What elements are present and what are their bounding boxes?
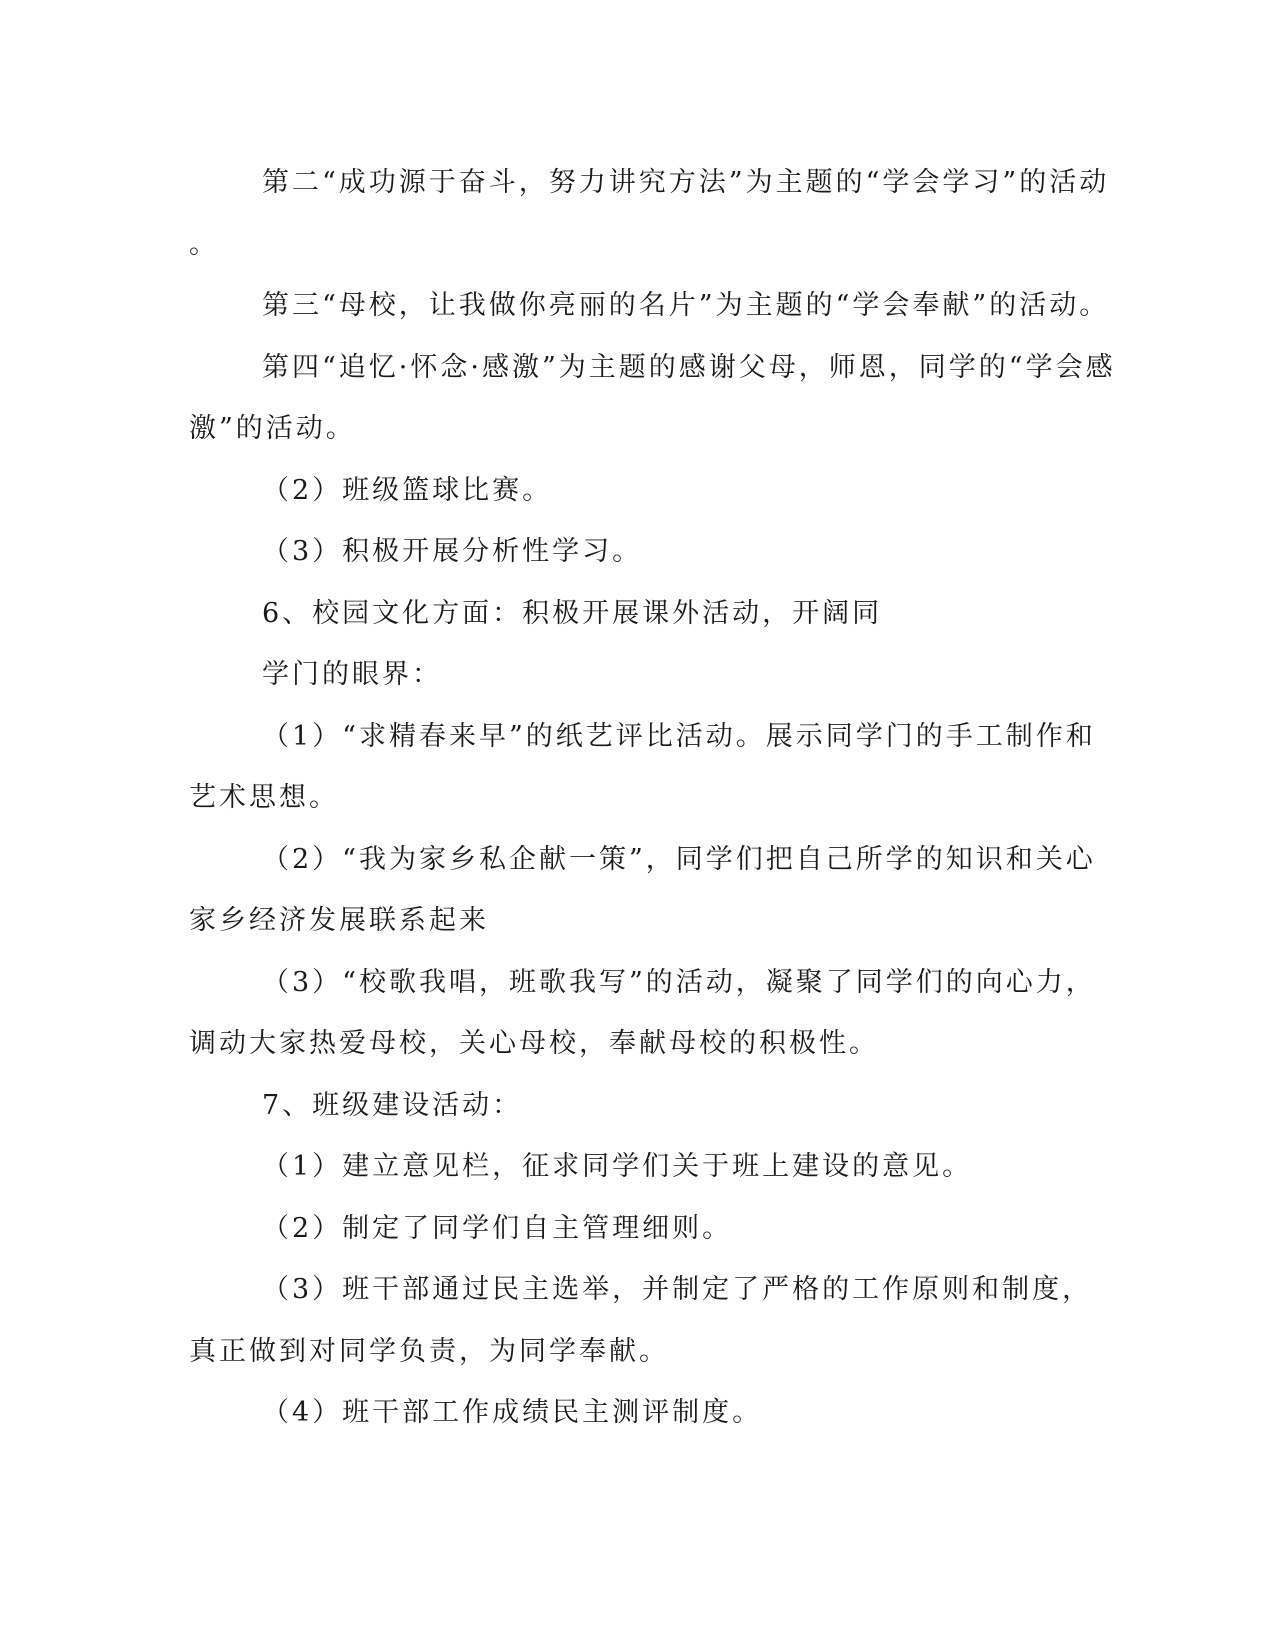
paragraph-line: 家乡经济发展联系起来 [189, 905, 489, 936]
paragraph-line: （3）积极开展分析性学习。 [262, 536, 643, 567]
paragraph-line: 。 [189, 228, 219, 260]
paragraph-line: 6、校园文化方面：积极开展课外活动，开阔同 [262, 597, 883, 629]
paragraph-line: 激”的活动。 [189, 413, 356, 444]
paragraph-line: （2）“我为家乡私企献一策”，同学们把自己所学的知识和关心 [262, 843, 1096, 875]
paragraph-line: （2）制定了同学们自主管理细则。 [262, 1212, 733, 1244]
paragraph-line: （1）“求精春来早”的纸艺评比活动。展示同学门的手工制作和 [262, 720, 1096, 752]
paragraph-line: 调动大家热爱母校，关心母校，奉献母校的积极性。 [189, 1028, 879, 1059]
paragraph-line: （3）“校歌我唱，班歌我写”的活动，凝聚了同学们的向心力， [262, 966, 1096, 998]
paragraph-line: 艺术思想。 [189, 782, 339, 813]
paragraph-line: （3）班干部通过民主选举，并制定了严格的工作原则和制度， [262, 1274, 1093, 1305]
paragraph-line: 第二“成功源于奋斗，努力讲究方法”为主题的“学会学习”的活动 [262, 167, 1110, 198]
paragraph-line: （4）班干部工作成绩民主测评制度。 [262, 1397, 763, 1428]
paragraph-line: （1）建立意见栏，征求同学们关于班上建设的意见。 [262, 1151, 973, 1182]
paragraph-line: 真正做到对同学负责，为同学奉献。 [189, 1335, 669, 1367]
document-body [189, 161, 1116, 1453]
paragraph-line: 第三“母校，让我做你亮丽的名片”为主题的“学会奉献”的活动。 [262, 290, 1110, 321]
paragraph-line: 7、班级建设活动： [262, 1089, 523, 1121]
paragraph-line: 第四“追忆·怀念·感激”为主题的感谢父母，师恩，同学的“学会感 [262, 351, 1116, 383]
paragraph-line: 学门的眼界： [262, 659, 442, 690]
paragraph-line: （2）班级篮球比赛。 [262, 474, 553, 506]
